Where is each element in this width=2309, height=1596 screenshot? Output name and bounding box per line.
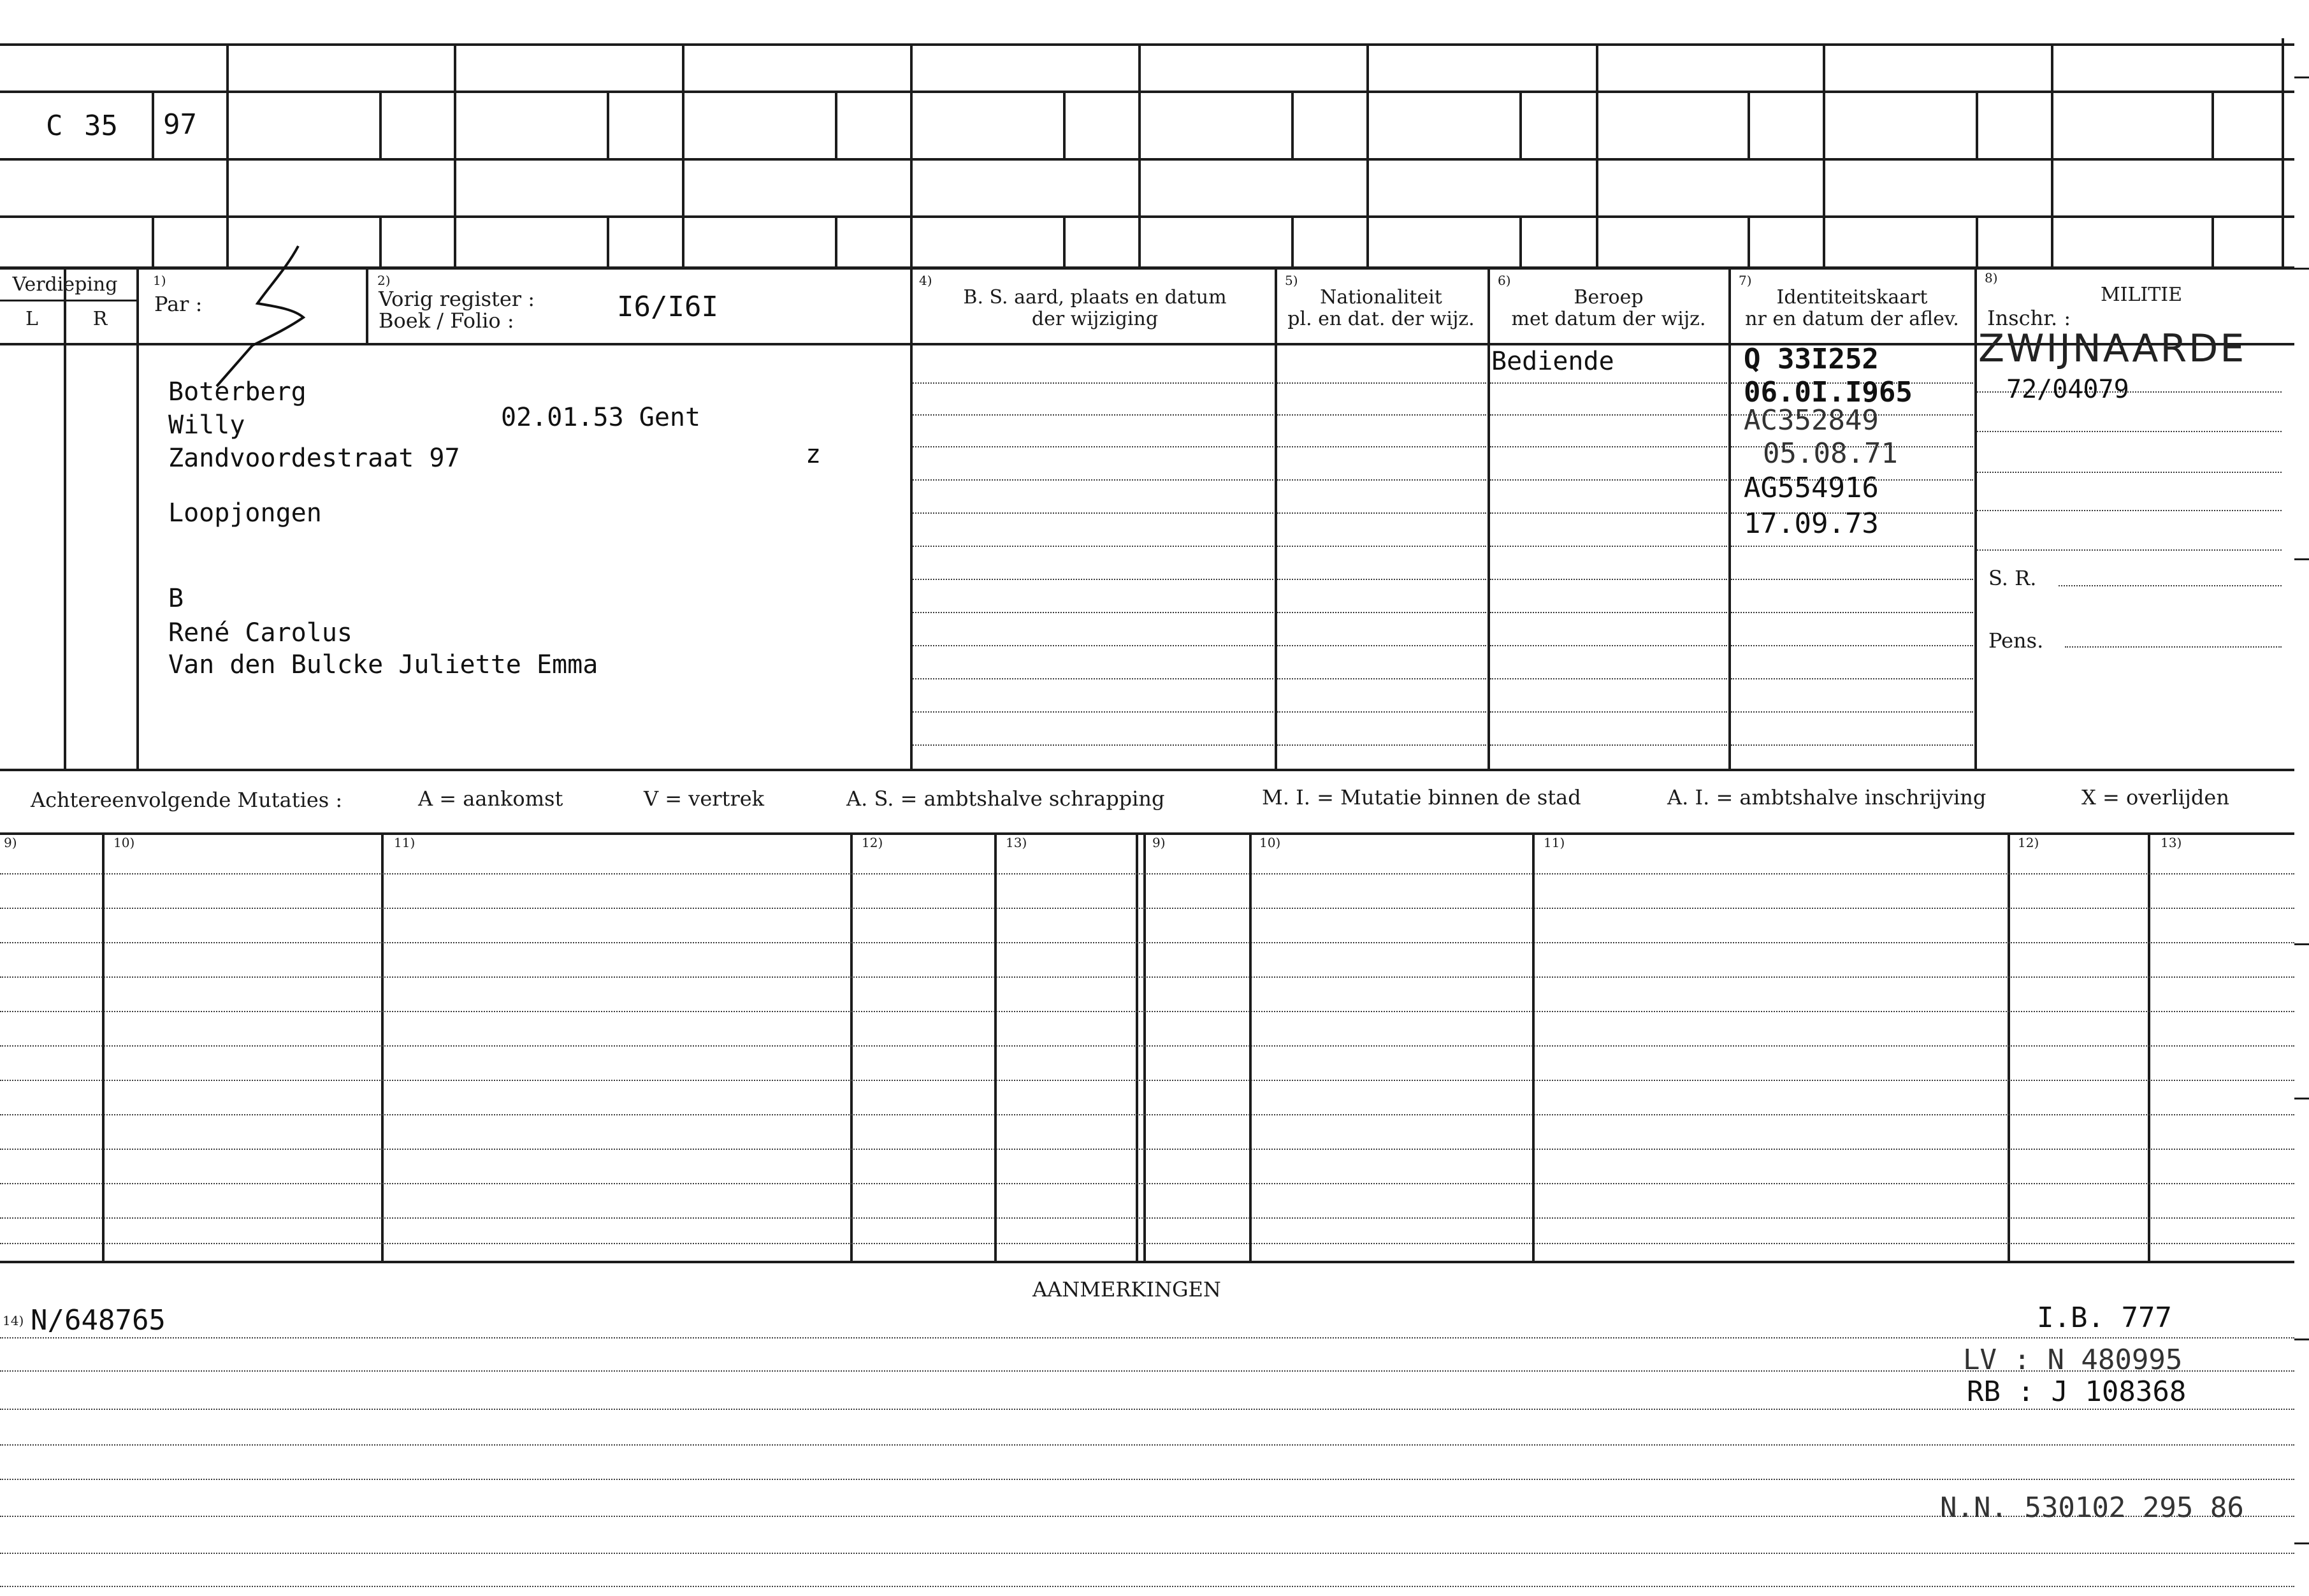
- par-label: Par :: [154, 292, 203, 316]
- mut-col-10-right: 10): [1259, 835, 1281, 850]
- id-card-1-number: Q 33I252: [1744, 343, 1879, 375]
- id-card-1-date: 06.0I.I965: [1744, 376, 1913, 409]
- reference-number: 35: [84, 110, 118, 142]
- person-occupation: Loopjongen: [168, 498, 322, 528]
- militie-label: MILITIE: [2100, 284, 2183, 306]
- col4-number: 4): [919, 273, 932, 288]
- col4-label2: der wijziging: [1031, 308, 1159, 330]
- beroep-value: Bediende: [1491, 347, 1614, 376]
- mut-col-10-left: 10): [113, 835, 135, 850]
- mut-col-13-right: 13): [2161, 835, 2182, 850]
- person-surname: Boterberg: [168, 377, 307, 407]
- mut-col-12-left: 12): [862, 835, 883, 850]
- col5-label2: pl. en dat. der wijz.: [1287, 308, 1475, 330]
- person-birth: 02.01.53 Gent: [501, 403, 701, 432]
- militie-stamp: ZWIJNAARDE: [1978, 326, 2247, 371]
- remarks-number: 14): [3, 1313, 24, 1328]
- mut-col-12-right: 12): [2018, 835, 2039, 850]
- col6-number: 6): [1498, 273, 1511, 288]
- col5-number: 5): [1285, 273, 1298, 288]
- remarks-rb: RB : J 108368: [1967, 1375, 2187, 1408]
- remarks-lv: LV : N 480995: [1963, 1344, 2183, 1376]
- id-card-3-date: 17.09.73: [1744, 507, 1879, 540]
- mut-col-9-right: 9): [1152, 835, 1166, 850]
- militie-number: 72/04079: [2006, 375, 2129, 404]
- col2-number: 2): [377, 273, 391, 288]
- col8-number: 8): [1985, 270, 1998, 286]
- person-address: Zandvoordestraat 97: [168, 444, 460, 473]
- pens-label: Pens.: [1988, 628, 2044, 653]
- mother-name: Van den Bulcke Juliette Emma: [168, 650, 598, 679]
- col6-label2: met datum der wijz.: [1511, 308, 1706, 330]
- mut-col-11-right: 11): [1544, 835, 1565, 850]
- col7-label1: Identiteitskaart: [1776, 286, 1928, 308]
- col7-number: 7): [1739, 273, 1752, 288]
- verdieping-left: L: [25, 308, 38, 330]
- col1-number: 1): [153, 273, 166, 288]
- remarks-title: AANMERKINGEN: [1032, 1277, 1221, 1302]
- mutations-title: Achtereenvolgende Mutaties :: [31, 788, 343, 812]
- legend-ambtshalve-inschrijving: A. I. = ambtshalve inschrijving: [1667, 785, 1987, 809]
- col7-label2: nr en datum der aflev.: [1745, 308, 1959, 330]
- id-card-2-number: AC352849: [1744, 404, 1879, 437]
- id-card-2-date: 05.08.71: [1763, 437, 1898, 470]
- reference-house: 97: [163, 108, 197, 141]
- mut-col-9-left: 9): [4, 835, 17, 850]
- col6-label1: Beroep: [1574, 286, 1644, 308]
- person-firstname: Willy: [168, 410, 245, 440]
- verdieping-label: Verdieping: [12, 273, 118, 296]
- mut-col-11-left: 11): [394, 835, 416, 850]
- legend-vertrek: V = vertrek: [644, 787, 765, 811]
- person-marker: z: [806, 440, 822, 469]
- remarks-code: N/648765: [31, 1304, 166, 1337]
- sr-label: S. R.: [1988, 566, 2037, 590]
- par-signature-mark: [210, 242, 325, 389]
- legend-aankomst: A = aankomst: [418, 787, 563, 811]
- boek-folio-value: I6/I6I: [617, 291, 718, 323]
- id-card-3-number: AG554916: [1744, 472, 1879, 504]
- mut-col-13-left: 13): [1006, 835, 1027, 850]
- legend-ambtshalve-schrapping: A. S. = ambtshalve schrapping: [846, 787, 1165, 811]
- inschr-label: Inschr. :: [1987, 306, 2071, 330]
- reference-letter: C: [46, 110, 63, 142]
- col5-label1: Nationaliteit: [1320, 286, 1442, 308]
- legend-mutatie-binnen-stad: M. I. = Mutatie binnen de stad: [1262, 785, 1581, 809]
- boek-folio-label: Boek / Folio :: [379, 308, 514, 333]
- vorig-register-label: Vorig register :: [379, 287, 535, 311]
- col4-label1: B. S. aard, plaats en datum: [963, 286, 1227, 308]
- parents-code: B: [168, 584, 184, 613]
- legend-overlijden: X = overlijden: [2081, 785, 2229, 809]
- remarks-ib: I.B. 777: [2037, 1302, 2172, 1334]
- verdieping-right: R: [92, 308, 108, 330]
- father-name: René Carolus: [168, 618, 352, 648]
- remarks-nn: N.N. 530102 295 86: [1940, 1491, 2244, 1524]
